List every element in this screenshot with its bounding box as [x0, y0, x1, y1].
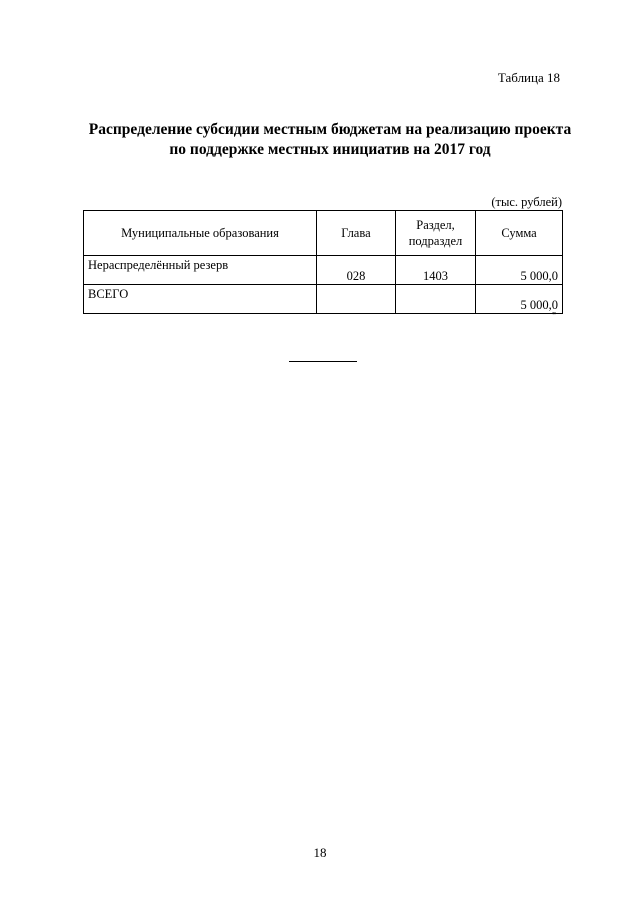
title-line-2: по поддержке местных инициатив на 2017 год: [169, 141, 491, 158]
table-header-row: [84, 211, 563, 256]
units-label: (тыс. рублей): [491, 195, 562, 209]
separator-line: [289, 361, 357, 362]
row-amount: 5 000,0: [476, 256, 563, 285]
total-chapter: [316, 285, 395, 314]
closing-quote-mark: ": [552, 311, 557, 322]
total-amount: 5 000,0: [476, 285, 563, 314]
total-section: [395, 285, 475, 314]
header-amount: Сумма: [476, 211, 563, 256]
title-line-1: Распределение субсидии местным бюджетам на реализацию проекта: [88, 121, 572, 138]
table-row: [84, 256, 563, 285]
header-municipality: Муниципальные образования: [84, 211, 317, 256]
header-chapter: Глава: [316, 211, 395, 256]
page-number: 18: [313, 845, 327, 860]
document-title: [60, 120, 600, 160]
header-section: [395, 211, 475, 256]
subsidy-table: [83, 210, 563, 314]
row-section: 1403: [395, 256, 475, 285]
header-section-line-2: подраздел: [408, 234, 463, 248]
total-row: [84, 285, 563, 314]
header-section-line-1: Раздел,: [416, 218, 455, 232]
row-chapter: 028: [316, 256, 395, 285]
table-number-label: Таблица 18: [497, 70, 560, 85]
row-name: Нераспределённый резерв: [84, 256, 317, 285]
total-label: ВСЕГО: [84, 285, 317, 314]
